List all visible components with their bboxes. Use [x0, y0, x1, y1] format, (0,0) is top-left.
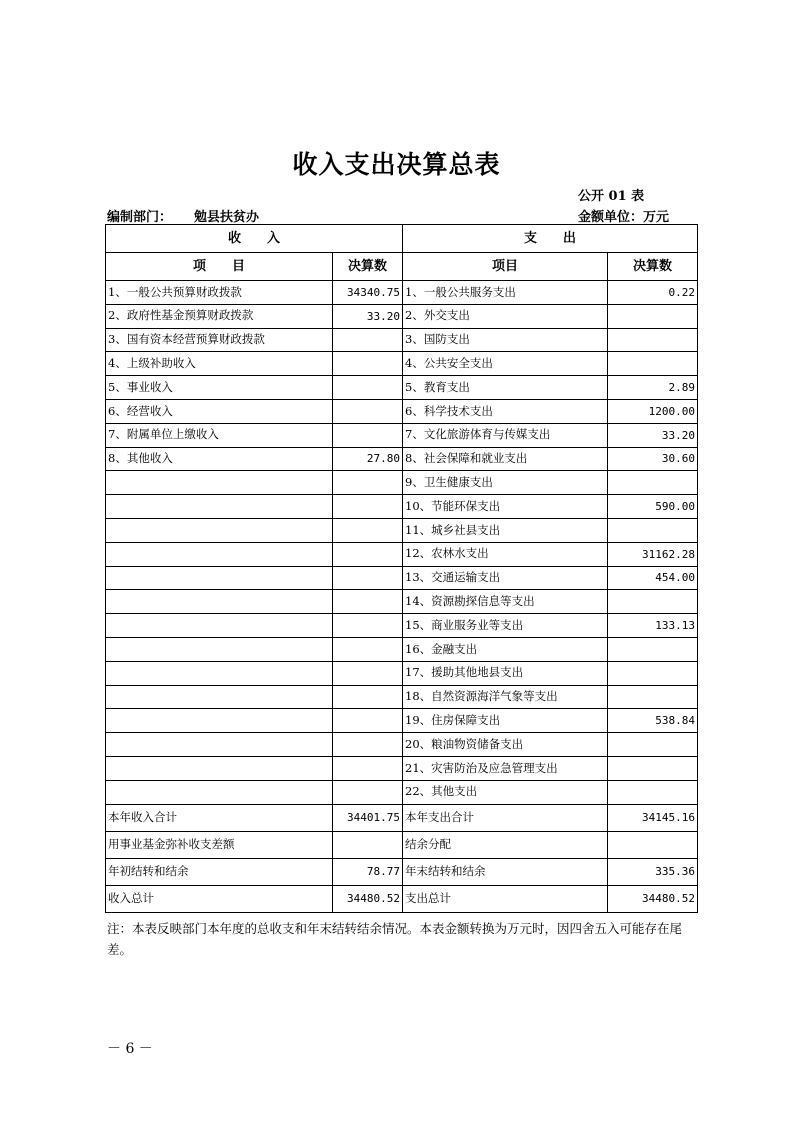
income-item-cell: [106, 780, 333, 804]
expense-item-cell: 5、教育支出: [403, 376, 608, 400]
expense-item-cell: 7、文化旅游体育与传媒支出: [403, 423, 608, 447]
income-item-cell: 4、上级补助收入: [106, 352, 333, 376]
income-item-cell: [106, 614, 333, 638]
income-amount-cell: [333, 756, 403, 780]
expense-amount-cell: 2.89: [608, 376, 698, 400]
table-row: [106, 566, 698, 590]
income-amount-cell: [333, 542, 403, 566]
income-amount-cell: [333, 376, 403, 400]
expense-amount-cell: 590.00: [608, 495, 698, 519]
expense-item-cell: 支出总计: [403, 885, 608, 912]
expense-item-cell: 12、农林水支出: [403, 542, 608, 566]
table-row: [106, 637, 698, 661]
expense-item-cell: 3、国防支出: [403, 328, 608, 352]
income-item-cell: 1、一般公共预算财政拨款: [106, 281, 333, 305]
page-number: － 6 －: [107, 1041, 153, 1057]
expense-amount-cell: [608, 733, 698, 757]
expense-item-cell: 年末结转和结余: [403, 858, 608, 885]
income-amount-cell: 34340.75: [333, 281, 403, 305]
income-item-cell: [106, 518, 333, 542]
expense-item-cell: 21、灾害防治及应急管理支出: [403, 756, 608, 780]
income-item-cell: [106, 590, 333, 614]
expense-amount-cell: 34145.16: [608, 804, 698, 831]
income-amount-cell: [333, 566, 403, 590]
income-amount-cell: [333, 661, 403, 685]
income-item-cell: 收入总计: [106, 885, 333, 912]
expense-item-cell: 22、其他支出: [403, 780, 608, 804]
expense-amount-cell: [608, 328, 698, 352]
section-header-row: [106, 225, 698, 253]
table-row: [106, 352, 698, 376]
expense-item-cell: 1、一般公共服务支出: [403, 281, 608, 305]
expense-amount-cell: [608, 661, 698, 685]
income-item-cell: 年初结转和结余: [106, 858, 333, 885]
budget-table: [105, 224, 698, 913]
page-title: 收入支出决算总表: [292, 150, 501, 179]
expense-amount-cell: [608, 831, 698, 858]
expense-item-cell: 2、外交支出: [403, 304, 608, 328]
expense-item-cell: 4、公共安全支出: [403, 352, 608, 376]
income-item-cell: [106, 637, 333, 661]
amount-unit: 金额单位：万元: [578, 210, 670, 225]
table-row: [106, 518, 698, 542]
income-item-cell: [106, 542, 333, 566]
expense-amount-cell: 33.20: [608, 423, 698, 447]
column-header-row: [106, 253, 698, 281]
table-row: [106, 399, 698, 423]
expense-section-header: 支 出: [403, 225, 698, 253]
total-row: [106, 831, 698, 858]
income-amount-cell: 34401.75: [333, 804, 403, 831]
income-amount-cell: [333, 733, 403, 757]
income-amount-header: 决算数: [333, 253, 403, 281]
expense-amount-cell: 133.13: [608, 614, 698, 638]
income-amount-cell: [333, 518, 403, 542]
income-amount-cell: 34480.52: [333, 885, 403, 912]
income-item-cell: [106, 566, 333, 590]
table-row: [106, 471, 698, 495]
expense-item-cell: 本年支出合计: [403, 804, 608, 831]
expense-item-cell: 9、卫生健康支出: [403, 471, 608, 495]
total-row: [106, 804, 698, 831]
expense-amount-cell: [608, 518, 698, 542]
table-row: [106, 304, 698, 328]
income-amount-cell: 78.77: [333, 858, 403, 885]
income-amount-cell: [333, 423, 403, 447]
expense-item-cell: 11、城乡社县支出: [403, 518, 608, 542]
income-item-cell: [106, 685, 333, 709]
income-amount-cell: [333, 614, 403, 638]
income-item-cell: [106, 733, 333, 757]
expense-amount-cell: [608, 756, 698, 780]
table-row: [106, 685, 698, 709]
org-name: 勉县扶贫办: [194, 210, 260, 225]
table-row: [106, 614, 698, 638]
expense-amount-header: 决算数: [608, 253, 698, 281]
table-row: [106, 423, 698, 447]
income-item-cell: 8、其他收入: [106, 447, 333, 471]
expense-amount-cell: [608, 352, 698, 376]
income-item-cell: [106, 709, 333, 733]
income-amount-cell: [333, 685, 403, 709]
org-label: 编制部门：: [107, 210, 173, 225]
expense-amount-cell: [608, 304, 698, 328]
expense-amount-cell: 30.60: [608, 447, 698, 471]
form-number: 公开 01 表: [578, 189, 645, 204]
expense-amount-cell: [608, 471, 698, 495]
expense-amount-cell: [608, 590, 698, 614]
expense-item-cell: 15、商业服务业等支出: [403, 614, 608, 638]
income-item-header: 项 目: [106, 253, 333, 281]
income-item-cell: 2、政府性基金预算财政拨款: [106, 304, 333, 328]
table-row: [106, 661, 698, 685]
income-amount-cell: [333, 590, 403, 614]
table-row: [106, 733, 698, 757]
income-amount-cell: 27.80: [333, 447, 403, 471]
expense-item-cell: 16、金融支出: [403, 637, 608, 661]
expense-amount-cell: [608, 685, 698, 709]
expense-item-cell: 17、援助其他地县支出: [403, 661, 608, 685]
table-row: [106, 447, 698, 471]
org-line: [107, 206, 259, 225]
expense-amount-cell: 335.36: [608, 858, 698, 885]
table-row: [106, 281, 698, 305]
total-row: [106, 858, 698, 885]
income-amount-cell: 33.20: [333, 304, 403, 328]
income-amount-cell: [333, 471, 403, 495]
table-row: [106, 780, 698, 804]
income-item-cell: [106, 661, 333, 685]
expense-item-cell: 14、资源勘探信息等支出: [403, 590, 608, 614]
table-row: [106, 756, 698, 780]
income-item-cell: [106, 471, 333, 495]
expense-amount-cell: 1200.00: [608, 399, 698, 423]
table-row: [106, 376, 698, 400]
table-row: [106, 590, 698, 614]
total-row: [106, 885, 698, 912]
income-item-cell: 本年收入合计: [106, 804, 333, 831]
expense-amount-cell: 0.22: [608, 281, 698, 305]
expense-item-cell: 结余分配: [403, 831, 608, 858]
table-row: [106, 709, 698, 733]
income-amount-cell: [333, 328, 403, 352]
footnote: 注：本表反映部门本年度的总收支和年末结转结余情况。本表金额转换为万元时，因四舍五入可能存在尾差。: [107, 921, 683, 957]
table-row: [106, 328, 698, 352]
expense-item-cell: 18、自然资源海洋气象等支出: [403, 685, 608, 709]
expense-item-cell: 6、科学技术支出: [403, 399, 608, 423]
expense-item-header: 项目: [403, 253, 608, 281]
expense-item-cell: 10、节能环保支出: [403, 495, 608, 519]
income-amount-cell: [333, 780, 403, 804]
income-item-cell: [106, 495, 333, 519]
income-amount-cell: [333, 399, 403, 423]
income-item-cell: 7、附属单位上缴收入: [106, 423, 333, 447]
expense-amount-cell: 538.84: [608, 709, 698, 733]
income-amount-cell: [333, 352, 403, 376]
income-amount-cell: [333, 709, 403, 733]
income-item-cell: 用事业基金弥补收支差额: [106, 831, 333, 858]
table-row: [106, 495, 698, 519]
expense-amount-cell: 31162.28: [608, 542, 698, 566]
expense-item-cell: 20、粮油物资储备支出: [403, 733, 608, 757]
income-item-cell: 3、国有资本经营预算财政拨款: [106, 328, 333, 352]
expense-amount-cell: 454.00: [608, 566, 698, 590]
expense-amount-cell: 34480.52: [608, 885, 698, 912]
table-row: [106, 542, 698, 566]
income-amount-cell: [333, 495, 403, 519]
expense-item-cell: 19、住房保障支出: [403, 709, 608, 733]
income-item-cell: 6、经营收入: [106, 399, 333, 423]
expense-item-cell: 13、交通运输支出: [403, 566, 608, 590]
income-item-cell: [106, 756, 333, 780]
income-amount-cell: [333, 831, 403, 858]
income-item-cell: 5、事业收入: [106, 376, 333, 400]
expense-item-cell: 8、社会保障和就业支出: [403, 447, 608, 471]
income-section-header: 收 入: [106, 225, 403, 253]
income-amount-cell: [333, 637, 403, 661]
expense-amount-cell: [608, 637, 698, 661]
expense-amount-cell: [608, 780, 698, 804]
